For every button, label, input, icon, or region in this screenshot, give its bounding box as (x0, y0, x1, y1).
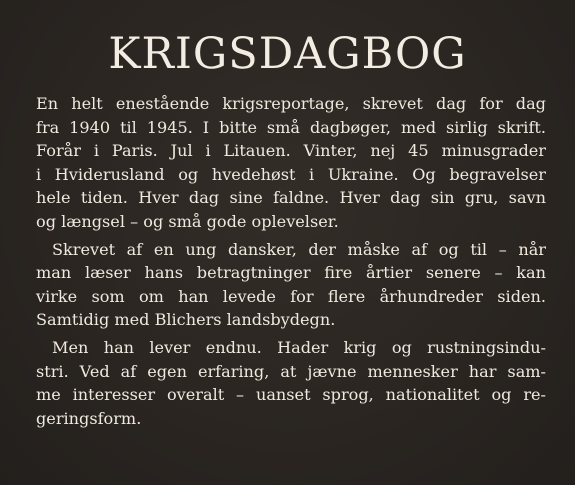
text-line: hele tiden. Hver dag sine faldne. Hver dag sin gru, savn (36, 188, 546, 208)
text-line: man læser hans betragtninger fire årtier senere – kan (36, 263, 546, 283)
text-line: virke som om han levede for flere århundreder siden. (36, 286, 546, 306)
book-title: KRIGSDAGBOG (108, 29, 467, 79)
text-line: og længsel – og små gode oplevelser. (36, 211, 339, 231)
text-line: En helt enestående krigsreportage, skrevet dag for dag (36, 94, 546, 113)
text-line: Men han lever endnu. Hader krig og rustningsindu- (52, 337, 546, 357)
blurb-text (36, 92, 546, 434)
paragraph-2 (36, 238, 546, 332)
text-line: Samtidig med Blichers landsbydegn. (36, 310, 336, 330)
text-line: Skrevet af en ung dansker, der måske af og til – når (52, 239, 546, 259)
text-line: i Hviderusland og hvedehøst i Ukraine. Og begravelser (36, 164, 546, 184)
paragraph-3 (36, 336, 546, 430)
text-line: stri. Ved af egen erfaring, at jævne mennesker har sam- (36, 361, 546, 381)
text-line: Forår i Paris. Jul i Litauen. Vinter, nej 45 minusgrader (36, 141, 546, 161)
text-line: fra 1940 til 1945. I bitte små dagbøger, med sirlig skrift. (36, 117, 546, 137)
text-line: geringsform. (36, 408, 142, 428)
text-line: me interesser overalt – uanset sprog, nationalitet og re- (36, 385, 546, 405)
paragraph-1 (36, 92, 546, 234)
